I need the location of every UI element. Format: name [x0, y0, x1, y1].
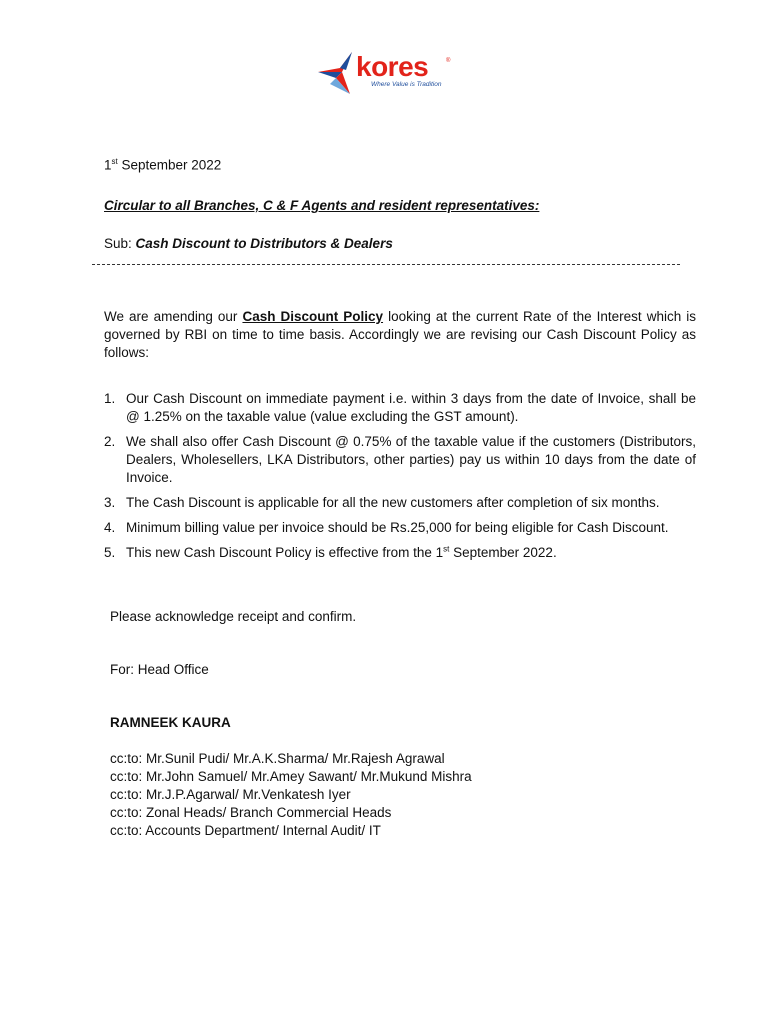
cc-list [110, 750, 472, 840]
policy-name: Cash Discount Policy [242, 309, 384, 324]
list-item: 2. We shall also offer Cash Discount @ 0.75% of the taxable value if the customers (Distributors, Dealers, Wholesellers, LKA Distributors, other parties) pay us within 10 days from the date of Invoice. [104, 434, 696, 485]
registered-mark: ® [446, 58, 451, 64]
cc-line: cc:to: Mr.J.P.Agarwal/ Mr.Venkatesh Iyer [110, 787, 351, 802]
letter-date: 1st September 2022 [104, 157, 222, 173]
circular-heading: Circular to all Branches, C & F Agents and resident representatives: [104, 198, 540, 213]
signatory-name: RAMNEEK KAURA [110, 715, 231, 730]
policy-points-list [104, 390, 696, 569]
dashed-divider [92, 264, 680, 265]
intro-paragraph: We are amending our Cash Discount Policy looking at the current Rate of the Interest which is governed by RBI on time to time basis. Accordingly we are revising our Cash Discount Policy as follows: [104, 309, 696, 360]
for-head-office: For: Head Office [110, 662, 209, 677]
star-logo-icon [316, 50, 356, 96]
list-item: 3. The Cash Discount is applicable for all the new customers after completion of six months. [104, 495, 660, 510]
brand-wordmark: kores [356, 51, 429, 82]
acknowledge-line: Please acknowledge receipt and confirm. [110, 609, 357, 624]
subject-line: Sub: Cash Discount to Distributors & Dealers [104, 236, 393, 251]
cc-line: cc:to: Mr.Sunil Pudi/ Mr.A.K.Sharma/ Mr.Rajesh Agrawal [110, 751, 445, 766]
cc-line: cc:to: Mr.John Samuel/ Mr.Amey Sawant/ Mr.Mukund Mishra [110, 769, 472, 784]
cc-line: cc:to: Zonal Heads/ Branch Commercial Heads [110, 805, 392, 820]
kores-logo [316, 50, 456, 96]
list-item: 1. Our Cash Discount on immediate payment i.e. within 3 days from the date of Invoice, shall be @ 1.25% on the taxable value (value excluding the GST amount). [104, 391, 696, 424]
list-item: 4. Minimum billing value per invoice should be Rs.25,000 for being eligible for Cash Discount. [104, 520, 669, 535]
brand-tagline: Where Value is Tradition [371, 81, 442, 88]
cc-line: cc:to: Accounts Department/ Internal Audit/ IT [110, 823, 381, 838]
list-item: 5. This new Cash Discount Policy is effective from the 1st September 2022. [104, 544, 557, 560]
